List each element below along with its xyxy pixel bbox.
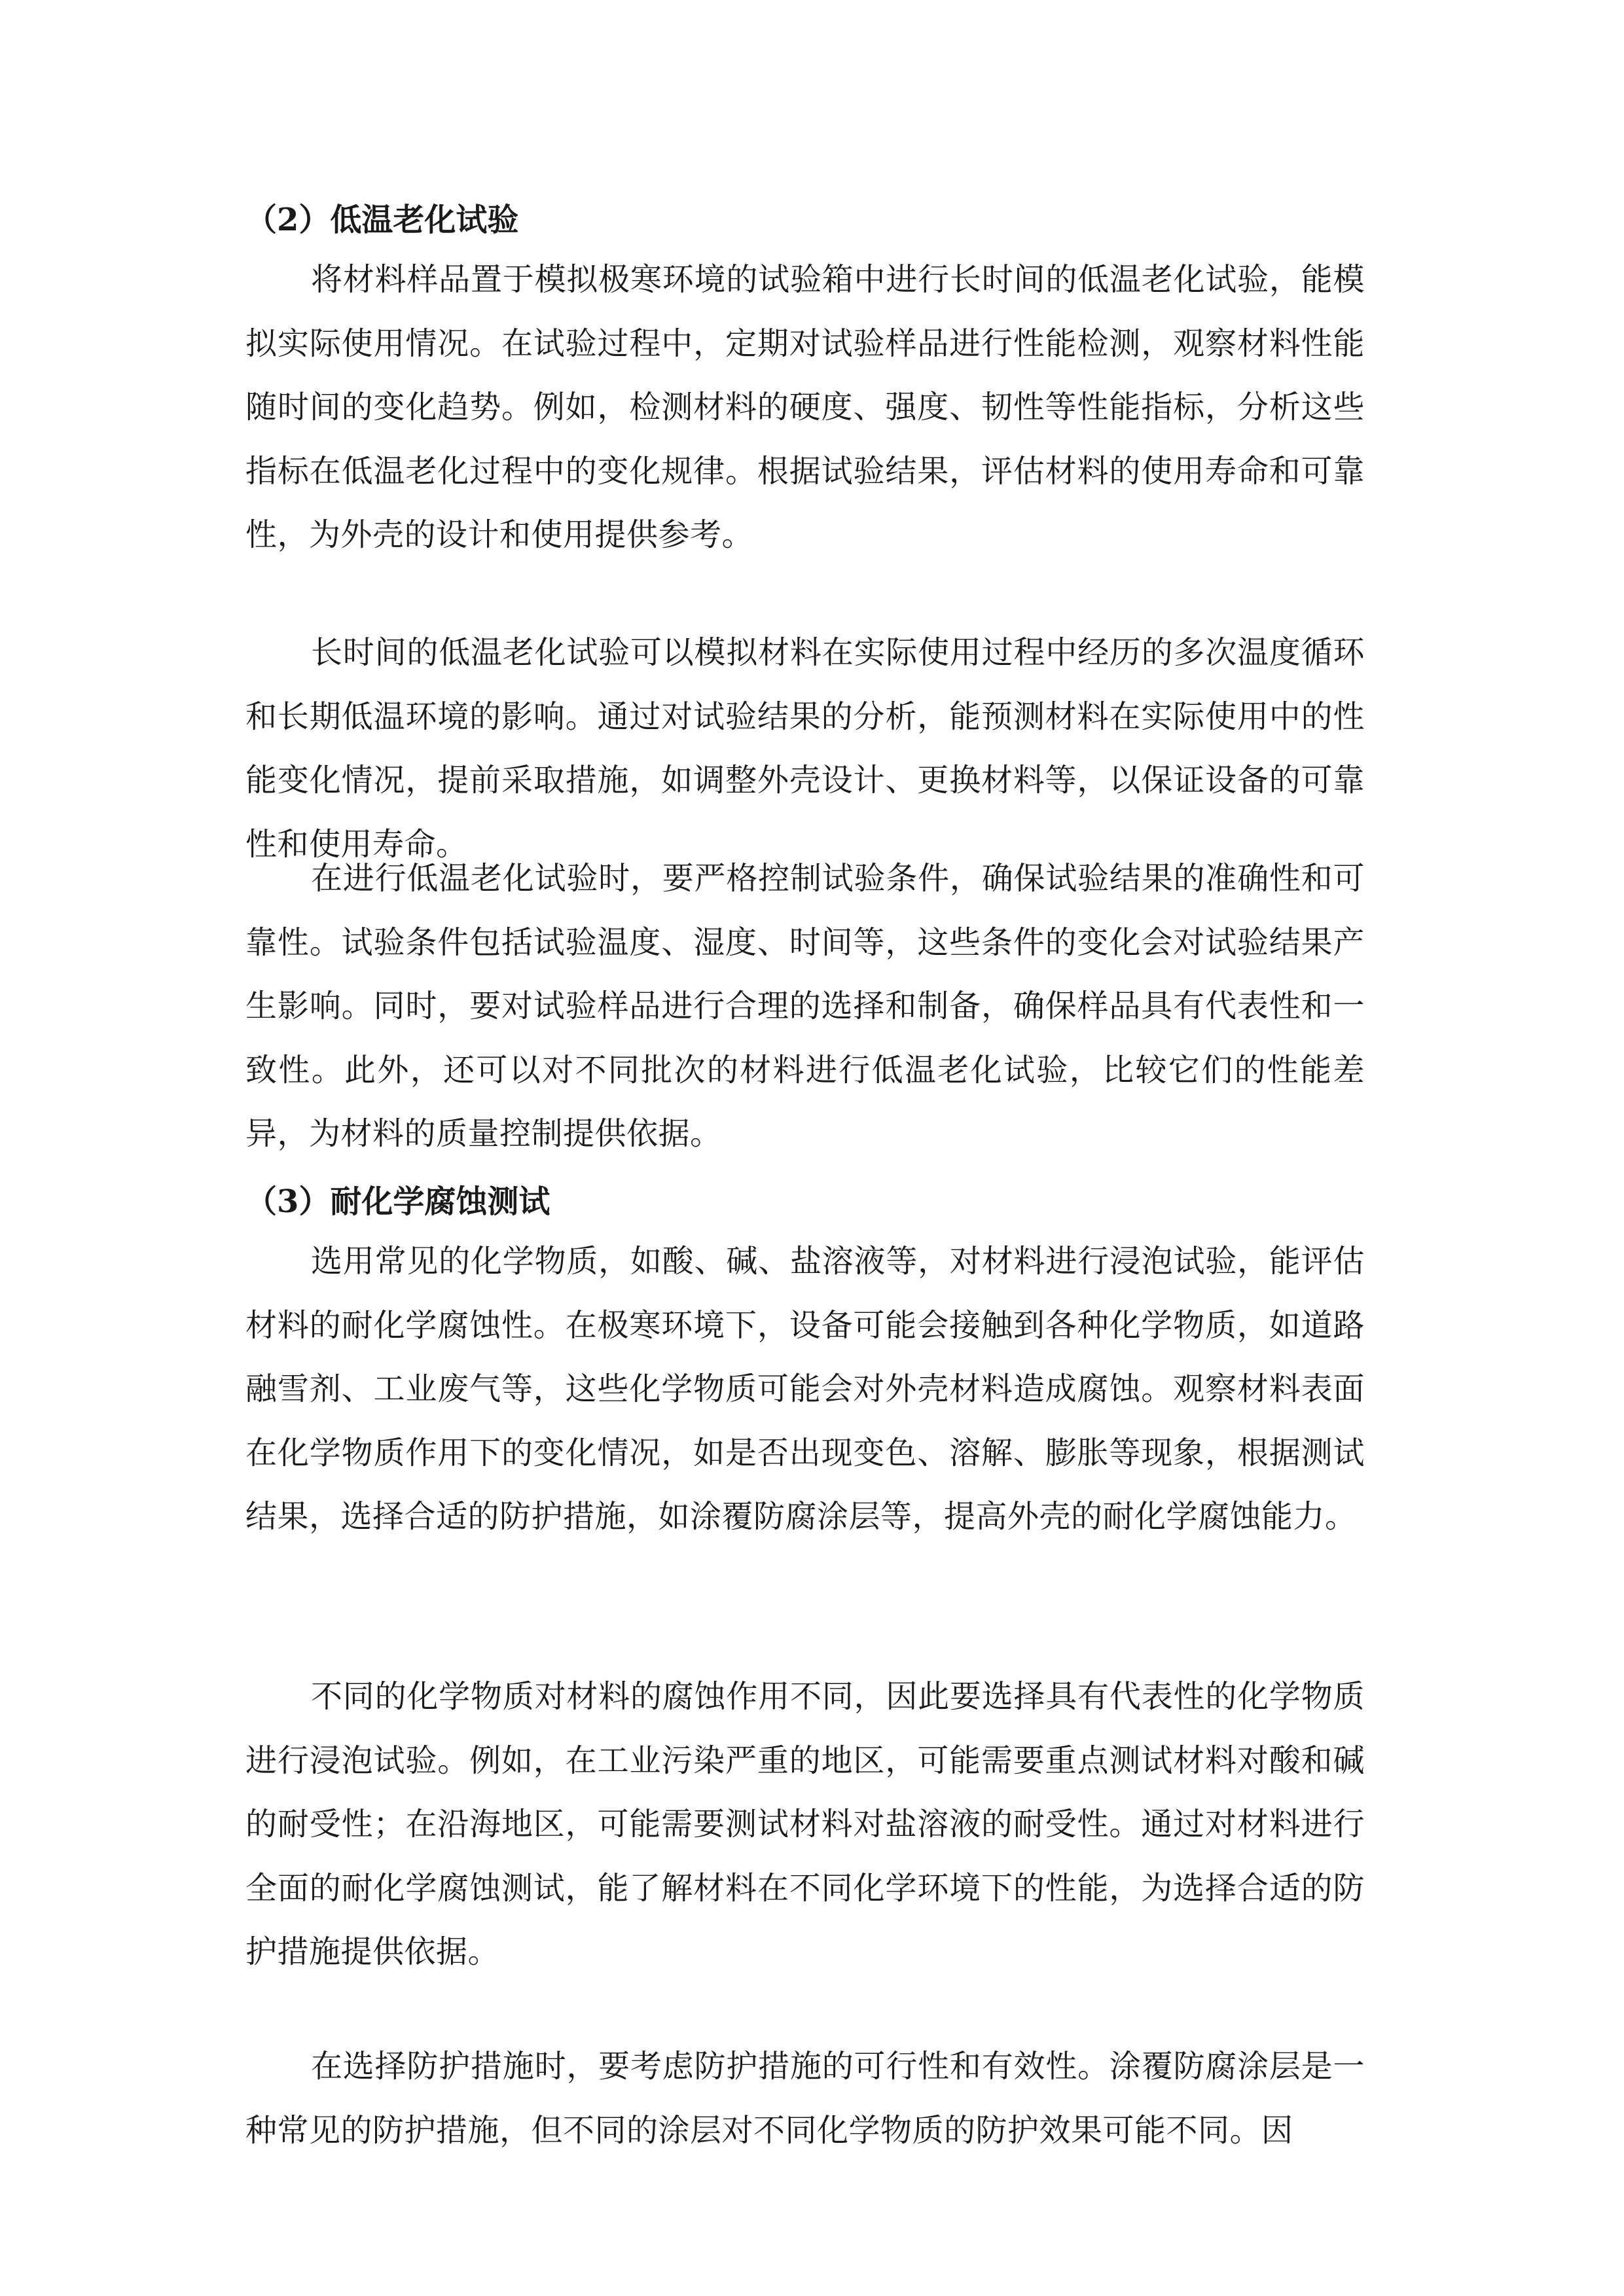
paragraph-chemical-corrosion-method: 选用常见的化学物质，如酸、碱、盐溶液等，对材料进行浸泡试验，能评估材料的耐化学腐蚀性。在极寒环境下，设备可能会接触到各种化学物质，如道路融雪剂、工业废气等，这些化学物质可能会对外壳材料造成腐蚀。观察材料表面在化学物质作用下的变化情况，如是否出现变色、溶解、膨胀等现象，根据测试结果，选择合适的防护措施，如涂覆防腐涂层等，提高外壳的耐化学腐蚀能力。	[245, 1243, 1365, 1535]
section-heading-chemical-corrosion: （3）耐化学腐蚀测试	[245, 1183, 550, 1220]
section-heading-low-temp-aging: （2）低温老化试验	[245, 202, 519, 238]
paragraph-chemical-corrosion-selection: 不同的化学物质对材料的腐蚀作用不同，因此要选择具有代表性的化学物质进行浸泡试验。例如，在工业污染严重的地区，可能需要重点测试材料对酸和碱的耐受性；在沿海地区，可能需要测试材料对盐溶液的耐受性。通过对材料进行全面的耐化学腐蚀测试，能了解材料在不同化学环境下的性能，为选择合适的防护措施提供依据。	[245, 1678, 1365, 1970]
paragraph-low-temp-aging-conditions: 在进行低温老化试验时，要严格控制试验条件，确保试验结果的准确性和可靠性。试验条件包括试验温度、湿度、时间等，这些条件的变化会对试验结果产生影响。同时，要对试验样品进行合理的选择和制备，确保样品具有代表性和一致性。此外，还可以对不同批次的材料进行低温老化试验，比较它们的性能差异，为材料的质量控制提供依据。	[245, 860, 1365, 1152]
paragraph-protection-measures: 在选择防护措施时，要考虑防护措施的可行性和有效性。涂覆防腐涂层是一种常见的防护措施，但不同的涂层对不同化学物质的防护效果可能不同。因	[245, 2048, 1365, 2149]
paragraph-low-temp-aging-method: 将材料样品置于模拟极寒环境的试验箱中进行长时间的低温老化试验，能模拟实际使用情况。在试验过程中，定期对试验样品进行性能检测，观察材料性能随时间的变化趋势。例如，检测材料的硬度、强度、韧性等性能指标，分析这些指标在低温老化过程中的变化规律。根据试验结果，评估材料的使用寿命和可靠性，为外壳的设计和使用提供参考。	[245, 261, 1365, 553]
paragraph-low-temp-aging-simulation: 长时间的低温老化试验可以模拟材料在实际使用过程中经历的多次温度循环和长期低温环境的影响。通过对试验结果的分析，能预测材料在实际使用中的性能变化情况，提前采取措施，如调整外壳设计、更换材料等，以保证设备的可靠性和使用寿命。	[245, 634, 1365, 863]
